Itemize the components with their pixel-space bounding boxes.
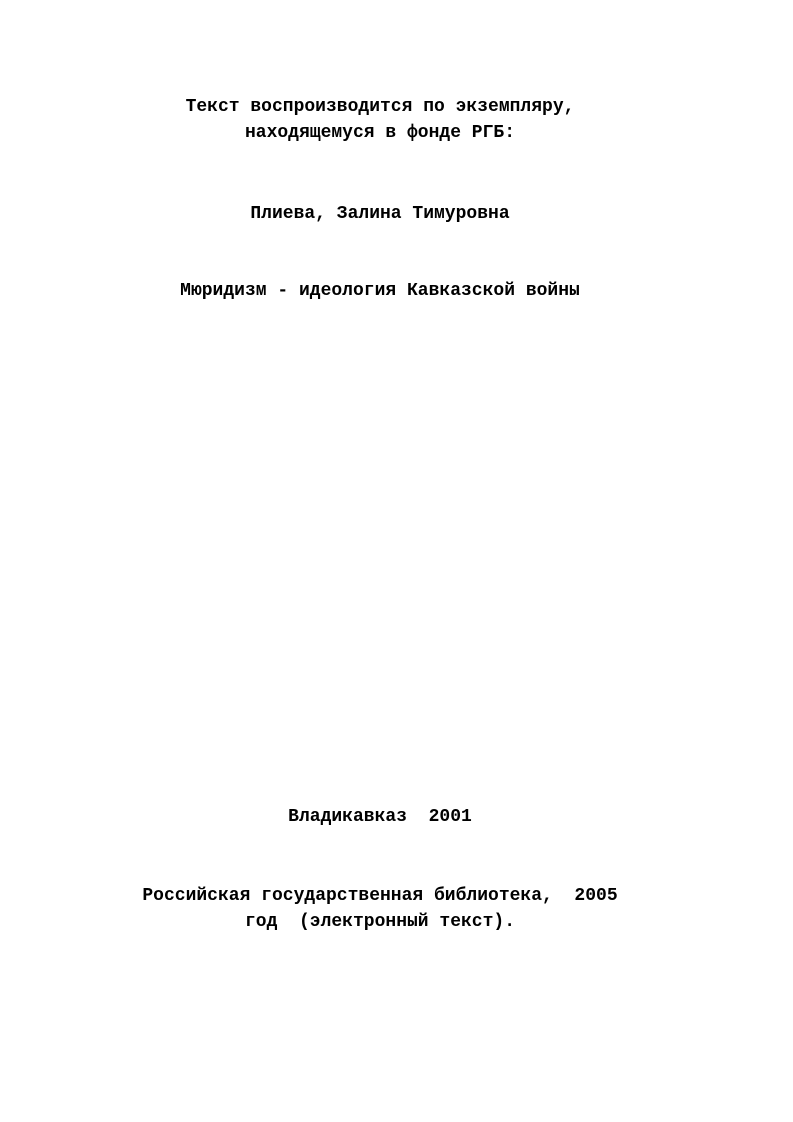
- author-name: Плиева, Залина Тимуровна: [250, 204, 510, 224]
- library-note-line-1: Российская государственная библиотека, 2005: [142, 886, 618, 906]
- reproduction-notice-line-1: Текст воспроизводится по экземпляру,: [185, 97, 575, 117]
- reproduction-notice-line-2: находящемуся в фонде РГБ:: [244, 123, 516, 143]
- library-note-line-2: год (электронный текст).: [244, 912, 516, 932]
- work-title: Мюридизм - идеология Кавказской войны: [180, 281, 580, 301]
- place-and-year: Владикавказ 2001: [288, 807, 472, 827]
